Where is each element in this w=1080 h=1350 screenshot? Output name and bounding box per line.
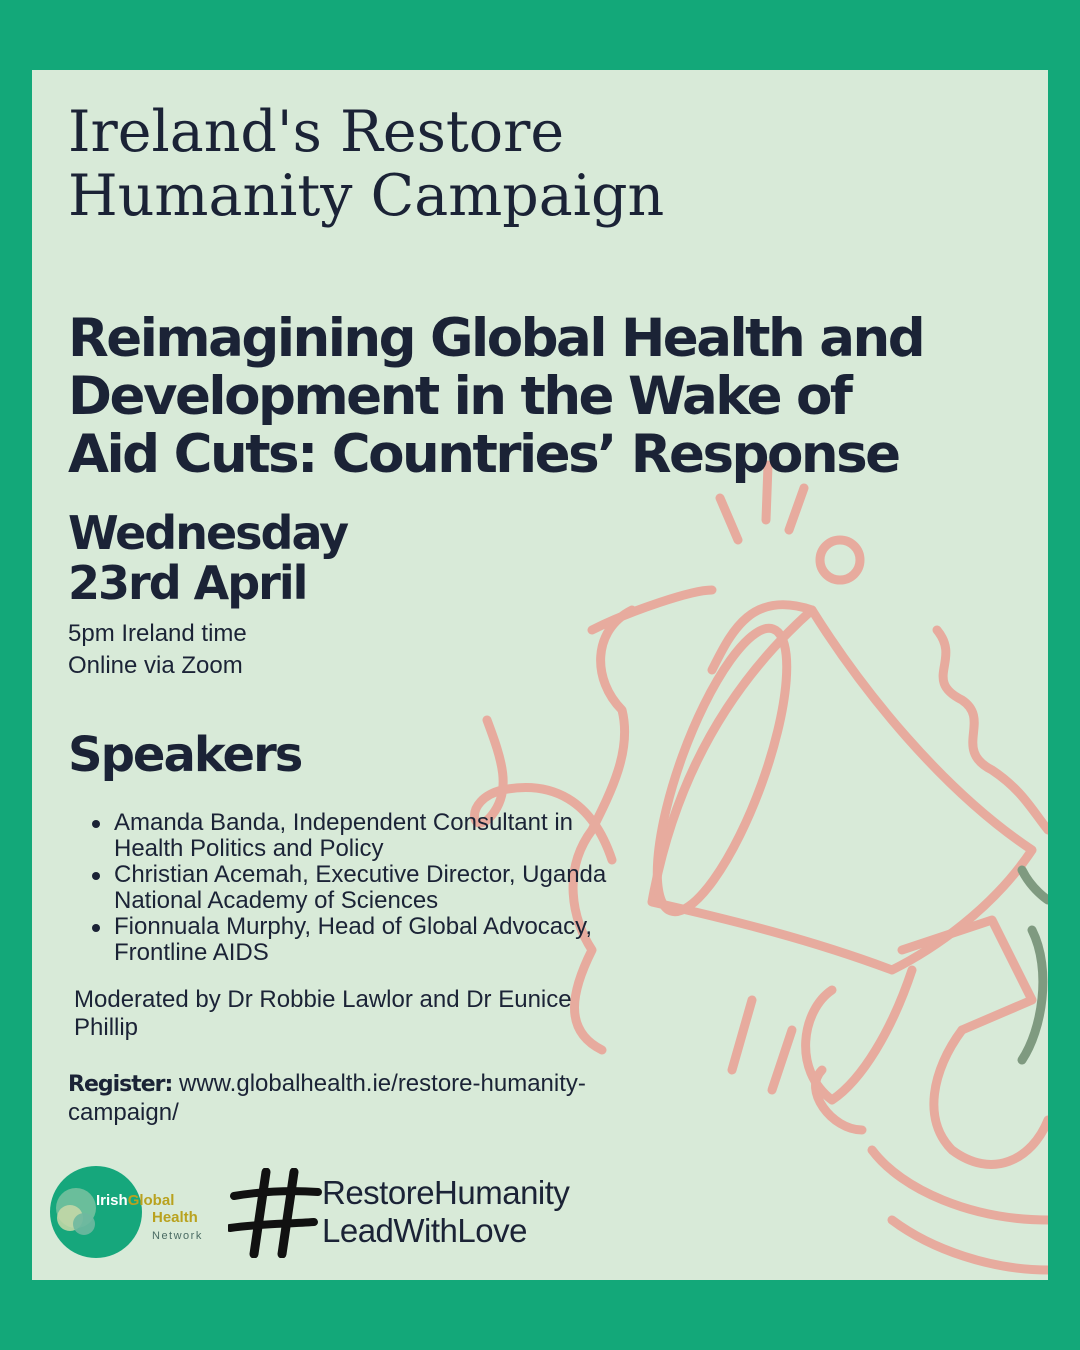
register-link[interactable]: www.globalhealth.ie/restore-humanity- [172,1070,586,1097]
speakers-heading: Speakers [68,727,302,783]
logo-health: Health [152,1209,198,1226]
poster-panel [32,70,1048,1280]
speaker-item [114,862,694,914]
register-info [68,1070,688,1127]
event-time: 5pm Ireland time [68,620,247,647]
logo-global: Global [127,1192,175,1209]
register-link-cont[interactable]: campaign/ [68,1099,179,1126]
event-title-line-2: Development in the Wake of [68,366,851,427]
event-date: 23rd April [68,556,307,610]
event-title [68,310,1028,484]
event-title-line-3: Aid Cuts: Countries’ Response [68,424,899,485]
speaker-line: Health Politics and Policy [114,835,384,862]
speaker-line: National Academy of Sciences [114,887,439,914]
speaker-line: Frontline AIDS [114,939,269,966]
moderators-line: Phillip [74,1014,139,1041]
campaign-title [68,100,968,228]
hashtag-lead-with-love: LeadWithLove [322,1212,527,1249]
hashtags [322,1174,569,1250]
logo-wordmark [96,1192,203,1245]
speaker-item [114,810,694,862]
logo-irish: Irish [96,1192,128,1209]
moderators-line: Moderated by Dr Robbie Lawlor and Dr Eunice [74,986,572,1013]
hashtag-icon [228,1168,323,1258]
register-label: Register: [68,1072,173,1097]
event-title-line-1: Reimagining Global Health and [68,308,924,369]
moderators [74,986,654,1042]
speaker-item [114,914,694,966]
speaker-line: Amanda Banda, Independent Consultant in [114,809,574,836]
speaker-list [114,810,694,966]
event-day: Wednesday [68,506,348,560]
event-location: Online via Zoom [68,652,243,679]
speaker-line: Christian Acemah, Executive Director, Uganda [114,861,607,888]
campaign-title-line-1: Ireland's Restore [68,99,565,165]
campaign-title-line-2: Humanity Campaign [68,163,665,229]
logo-network: Network [152,1230,203,1242]
speaker-line: Fionnuala Murphy, Head of Global Advocacy, [114,913,593,940]
hashtag-restore-humanity: RestoreHumanity [322,1174,570,1211]
irish-global-health-network-logo [50,1166,230,1258]
